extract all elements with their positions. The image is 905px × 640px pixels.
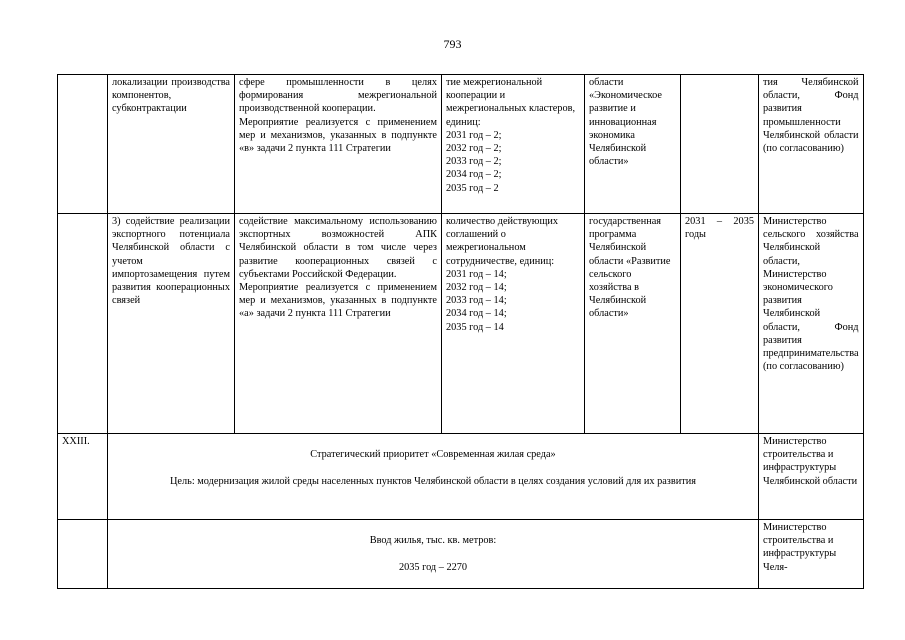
period-cell — [681, 75, 759, 214]
target-value: 2035 год – 2270 — [398, 561, 468, 573]
target-label: Ввод жилья, тыс. кв. метров: — [369, 535, 497, 547]
section-number-cell: XXIII. — [58, 434, 108, 520]
task-cell: локализации производства компонентов, субконтрактации — [108, 75, 235, 214]
task-cell: 3) содействие реализации экспортного потенциала Челябинской области с учетом импортозамещения путем развития кооперационных связей — [108, 214, 235, 434]
priority-title: Стратегический приоритет «Современная жилая среда» — [310, 449, 556, 461]
section-heading-cell — [108, 434, 759, 520]
responsible-cell: Министерство сельского хозяйства Челябинской области, Министерство экономического развития Челябинской области, Фонд развития предпринимательства (по согласованию) — [759, 214, 864, 434]
section-row — [58, 434, 864, 520]
program-cell: государственная программа Челябинской области «Развитие сельского хозяйства в Челябинской области» — [585, 214, 681, 434]
row-number-cell — [58, 75, 108, 214]
program-cell: области «Экономическое развитие и инновационная экономика Челябинской области» — [585, 75, 681, 214]
table-row — [58, 75, 864, 214]
indicator-cell: тие межрегиональной кооперации и межрегиональных кластеров, единиц: 2031 год – 2; 2032 год – 2; 2033 год – 2; 2034 год – 2; 2035 год – 2 — [442, 75, 585, 214]
page-number: 793 — [443, 37, 462, 51]
responsible-cell: Министерство строительства и инфраструктуры Челя- — [759, 520, 864, 589]
goal-text: Цель: модернизация жилой среды населенных пунктов Челябинской области в целях создания условий для их развития — [170, 475, 696, 487]
indicator-cell: количество действующих соглашений о межрегиональном сотрудничестве, единиц: 2031 год – 14; 2032 год – 14; 2033 год – 14; 2034 год – 14; 2035 год – 14 — [442, 214, 585, 434]
event-cell: содействие максимальному использованию экспортных возможностей АПК Челябинской области в том числе через развитие кооперационных связей с субъектами Российской Федерации. Мероприятие реализуется с применением мер и механизмов, указанных в подпункте «а» задачи 2 пункта 111 Стратегии — [235, 214, 442, 434]
strategy-table — [57, 74, 864, 589]
row-number-cell — [58, 214, 108, 434]
target-cell — [108, 520, 759, 589]
responsible-cell: Министерство строительства и инфраструктуры Челябинской области — [759, 434, 864, 520]
target-row — [58, 520, 864, 589]
period-cell: 2031 – 2035 годы — [681, 214, 759, 434]
row-number-cell — [58, 520, 108, 589]
responsible-cell: тия Челябинской области, Фонд развития промышленности Челябинской области (по согласованию) — [759, 75, 864, 214]
event-cell: сфере промышленности в целях формирования межрегиональной производственной кооперации. Мероприятие реализуется с применением мер и механизмов, указанных в подпункте «в» задачи 2 пункта 111 Стратегии — [235, 75, 442, 214]
table-row — [58, 214, 864, 434]
